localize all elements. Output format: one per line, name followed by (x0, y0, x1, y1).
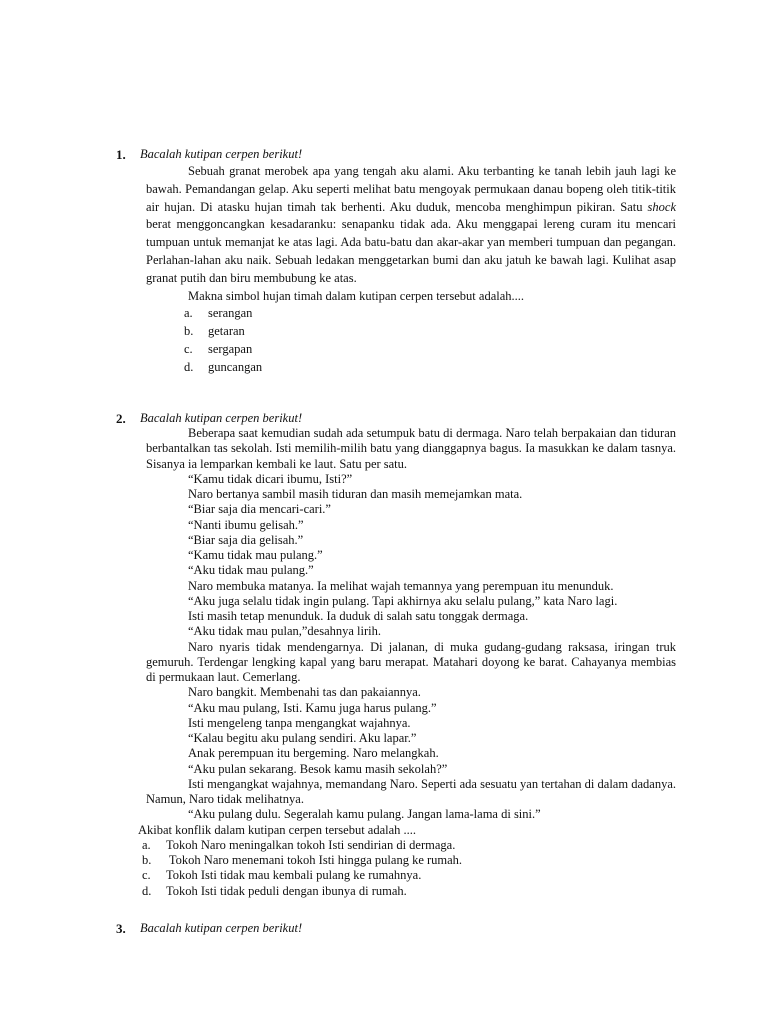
dialogue-line: “Aku pulan sekarang. Besok kamu masih sekolah?” (188, 761, 448, 776)
question-3 (116, 920, 676, 937)
dialogue-line: Naro bertanya sambil masih tiduran dan masih memejamkan mata. (188, 487, 523, 501)
passage-paragraph-2: Naro nyaris tidak mendengarnya. Di jalanan, di muka gudang-gudang raksasa, iringan truk gemuruh. Terdengar lengking kapal yang baru merapat. Matahari doyong ke barat. Cahayanya membias di permukaan laut. Cemerlang. (146, 639, 676, 684)
question-number: 2. (116, 411, 126, 426)
question-instruction: Bacalah kutipan cerpen berikut! (140, 921, 303, 935)
dialogue-line: “Aku pulang dulu. Segeralah kamu pulang. Jangan lama-lama di sini.” (188, 807, 541, 822)
dialogue-line: Naro membuka matanya. Ia melihat wajah temannya yang perempuan itu menunduk. (188, 578, 614, 593)
passage-paragraph-3: Isti mengangkat wajahnya, memandang Naro. Seperti ada sesuatu yan tertahan di dalam dadanya. Namun, Naro tidak melihatnya. (146, 776, 676, 806)
option-a[interactable]: a. Tokoh Naro meningalkan tokoh Isti sendirian di dermaga. (142, 837, 456, 852)
question-number: 1. (116, 147, 126, 162)
dialogue-line: “Biar saja dia mencari-cari.” (188, 502, 331, 517)
question-2-header (116, 410, 676, 427)
dialogue-line: “Aku mau pulang, Isti. Kamu juga harus pulang.” (188, 700, 437, 715)
question-prompt: Akibat konflik dalam kutipan cerpen tersebut adalah .... (138, 822, 417, 837)
question-instruction: Bacalah kutipan cerpen berikut! (140, 147, 303, 161)
question-2 (116, 410, 676, 899)
dialogue-block-1 (116, 472, 676, 640)
dialogue-line: Isti masih tetap menunduk. Ia duduk di salah satu tonggak dermaga. (188, 609, 529, 623)
dialogue-line: “Biar saja dia gelisah.” (188, 532, 304, 547)
question-prompt: Makna simbol hujan timah dalam kutipan cerpen tersebut adalah.... (188, 288, 525, 303)
dialogue-line: “Aku tidak mau pulan,”desahnya lirih. (188, 624, 381, 639)
question-1-header (116, 146, 676, 163)
answer-options (116, 305, 676, 376)
dialogue-line: Isti mengeleng tanpa mengangkat wajahnya. (188, 715, 411, 730)
question-1 (116, 146, 676, 377)
dialogue-line: “Kamu tidak mau pulang.” (188, 548, 323, 562)
option-d[interactable]: d. Tokoh Isti tidak peduli dengan ibunya di rumah. (142, 883, 407, 898)
option-c[interactable]: c. Tokoh Isti tidak mau kembali pulang ke rumahnya. (142, 868, 422, 883)
answer-options (116, 838, 676, 899)
question-instruction: Bacalah kutipan cerpen berikut! (140, 411, 303, 425)
passage-paragraph-1: Beberapa saat kemudian sudah ada setumpuk batu di dermaga. Naro telah berpakaian dan tiduran berbantalkan tas sekolah. Isti memilih-milih batu yang dianggapnya bagus. Ia masukkan ke dalam tasnya. Sisanya ia lemparkan kembali ke laut. Satu per satu. (146, 426, 676, 471)
dialogue-line: “Kamu tidak dicari ibumu, Isti?” (188, 471, 353, 486)
passage-paragraph: Sebuah granat merobek apa yang tengah aku alami. Aku terbanting ke tanah lebih jauh lagi ke bawah. Pemandangan gelap. Aku seperti melihat batu mengoyak permukaan danau bopeng oleh titik-titik air hujan. Di atasku hujan timah tak berhenti. Aku duduk, mencoba menghimpun pikiran. Satu shock berat menggoncangkan kesadaranku: senapanku tidak ada. Aku menggapai lereng curam itu mencari tumpuan untuk memanjat ke atas lagi. Ada batu-batu dan akar-akar yan memberi tumpuan dan pegangan. Perlahan-lahan aku naik. Sebuah ledakan menggetarkan bumi dan aku jatuh ke bawah lagi. Kulihat asap granat putih dan biru membubung ke atas. (146, 164, 676, 285)
option-d[interactable]: d. guncangan (184, 359, 263, 374)
dialogue-line: “Nanti ibumu gelisah.” (188, 517, 304, 532)
dialogue-line: “Kalau begitu aku pulang sendiri. Aku lapar.” (188, 731, 417, 745)
dialogue-line: Naro bangkit. Membenahi tas dan pakaiannya. (188, 685, 421, 700)
option-c[interactable]: c. sergapan (184, 341, 253, 356)
dialogue-block-2 (116, 685, 676, 777)
italic-word: shock (647, 199, 676, 214)
option-b[interactable]: b. getaran (184, 324, 245, 339)
question-number: 3. (116, 921, 126, 936)
dialogue-line: “Aku juga selalu tidak ingin pulang. Tapi akhirnya aku selalu pulang,” kata Naro lagi. (188, 593, 618, 608)
question-3-header (116, 920, 676, 937)
dialogue-line: Anak perempuan itu bergeming. Naro melangkah. (188, 746, 439, 761)
dialogue-line: “Aku tidak mau pulang.” (188, 563, 314, 578)
option-a[interactable]: a. serangan (184, 306, 253, 321)
option-b[interactable]: b. Tokoh Naro menemani tokoh Isti hingga pulang ke rumah. (142, 853, 463, 867)
